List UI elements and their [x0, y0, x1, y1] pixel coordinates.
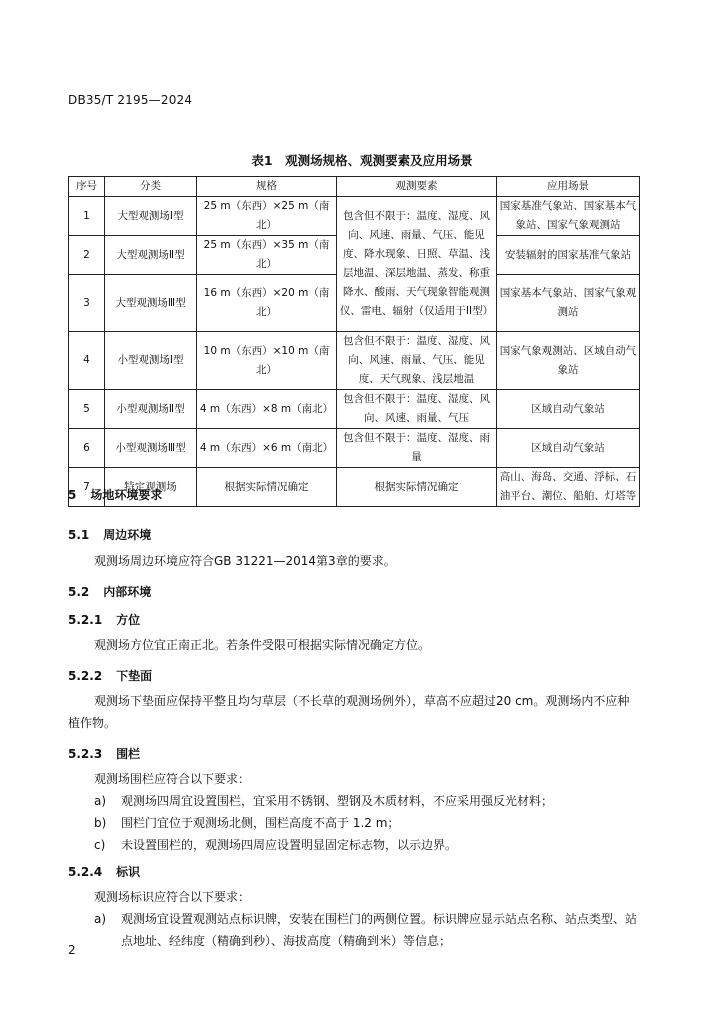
cell-spec: 10 m（东西）×10 m（南北） — [197, 332, 337, 390]
table-row — [69, 390, 640, 429]
section-title: 下垫面 — [116, 669, 153, 683]
section-5-2-1-heading — [68, 611, 140, 628]
section-title: 内部环境 — [103, 585, 152, 599]
cell-category: 特定观测场 — [105, 468, 197, 507]
section-title: 场地环境要求 — [90, 488, 163, 502]
list-item-label: c) — [94, 838, 106, 852]
list-item — [94, 790, 640, 812]
list-item-label: a) — [94, 912, 107, 926]
cell-spec: 4 m（东西）×6 m（南北） — [197, 429, 337, 468]
document-code: DB35/T 2195—2024 — [68, 93, 193, 107]
section-5-2-2-heading — [68, 667, 152, 684]
list-item-text: 围栏门宜位于观测场北侧，围栏高度不高于 1.2 m； — [121, 816, 400, 830]
col-header-category: 分类 — [105, 177, 197, 197]
cell-scene: 区域自动气象站 — [497, 390, 640, 429]
cell-elements: 根据实际情况确定 — [337, 468, 497, 507]
cell-scene: 国家基准气象站、国家基本气象站、国家气象观测站 — [497, 197, 640, 236]
cell-no: 7 — [69, 468, 105, 507]
section-title: 周边环境 — [103, 528, 152, 542]
section-5-2-4-heading — [68, 863, 140, 880]
section-number: 5.2 — [68, 585, 90, 599]
list-item-label: a) — [94, 794, 107, 808]
list-item-text: 未设置围栏的，观测场四周应设置明显固定标志物，以示边界。 — [121, 838, 458, 852]
section-5-2-3-heading — [68, 745, 140, 762]
spec-table — [68, 176, 640, 507]
list-item-text: 观测场宜设置观测站点标识牌，安装在围栏门的两侧位置。标识牌应显示站点名称、站点类型、站点地址、经纬度（精确到秒）、海拔高度（精确到米）等信息； — [121, 912, 638, 948]
cell-spec: 25 m（东西）×35 m（南北） — [197, 236, 337, 275]
col-header-no: 序号 — [69, 177, 105, 197]
cell-category: 小型观测场Ⅰ型 — [105, 332, 197, 390]
list-item — [94, 834, 640, 856]
page-number: 2 — [68, 943, 76, 957]
section-5-1-text: 观测场周边环境应符合GB 31221—2014第3章的要求。 — [94, 554, 396, 568]
cell-category: 小型观测场Ⅱ型 — [105, 390, 197, 429]
cell-category: 小型观测场Ⅲ型 — [105, 429, 197, 468]
col-header-spec: 规格 — [197, 177, 337, 197]
cell-category: 大型观测场Ⅰ型 — [105, 197, 197, 236]
section-5-2-4-text: 观测场标识应符合以下要求： — [94, 890, 251, 904]
cell-spec: 25 m（东西）×25 m（南北） — [197, 197, 337, 236]
section-5-2-heading — [68, 583, 151, 600]
cell-spec: 16 m（东西）×20 m（南北） — [197, 275, 337, 332]
cell-no: 1 — [69, 197, 105, 236]
section-5-2-2-text: 观测场下垫面应保持平整且均匀草层（不长草的观测场例外），草高不应超过20 cm。观测场内不应种植作物。 — [68, 694, 630, 730]
cell-scene: 国家基本气象站、国家气象观测站 — [497, 275, 640, 332]
cell-elements: 包含但不限于：温度、湿度、风向、风速、雨量、气压、能见度、天气现象、浅层地温 — [337, 332, 497, 390]
cell-category: 大型观测场Ⅱ型 — [105, 236, 197, 275]
cell-scene: 国家气象观测站、区域自动气象站 — [497, 332, 640, 390]
table-row — [69, 429, 640, 468]
col-header-scene: 应用场景 — [497, 177, 640, 197]
section-5-1-heading — [68, 526, 151, 543]
section-title: 围栏 — [116, 747, 141, 761]
list-item — [94, 908, 640, 952]
col-header-elements: 观测要素 — [337, 177, 497, 197]
section-number: 5.2.4 — [68, 865, 103, 879]
cell-no: 3 — [69, 275, 105, 332]
section-title: 方位 — [116, 613, 141, 627]
list-item — [94, 812, 640, 834]
section-number: 5.2.1 — [68, 613, 103, 627]
cell-scene: 高山、海岛、交通、浮标、石油平台、潮位、船舶、灯塔等 — [497, 468, 640, 507]
cell-spec: 根据实际情况确定 — [197, 468, 337, 507]
cell-scene: 区域自动气象站 — [497, 429, 640, 468]
section-number: 5 — [68, 488, 77, 502]
cell-scene: 安装辐射的国家基准气象站 — [497, 236, 640, 275]
cell-elements-merged: 包含但不限于：温度、湿度、风向、风速、雨量、气压、能见度、降水现象、日照、草温、浅层地温、深层地温、蒸发、称重降水、酸雨、天气现象智能观测仪、雷电、辐射（仅适用于II型） — [337, 197, 497, 332]
section-number: 5.1 — [68, 528, 90, 542]
table-row — [69, 197, 640, 236]
cell-no: 4 — [69, 332, 105, 390]
section-number: 5.2.2 — [68, 669, 103, 683]
section-5-heading — [68, 486, 162, 503]
list-item-label: b) — [94, 816, 107, 830]
section-5-2-3-text: 观测场围栏应符合以下要求： — [94, 772, 251, 786]
table-row — [69, 332, 640, 390]
section-5-2-1-text: 观测场方位宜正南正北。若条件受限可根据实际情况确定方位。 — [94, 638, 431, 652]
table-caption: 表1 观测场规格、观测要素及应用场景 — [251, 153, 473, 168]
cell-no: 6 — [69, 429, 105, 468]
cell-category: 大型观测场Ⅲ型 — [105, 275, 197, 332]
table-header-row — [69, 177, 640, 197]
cell-no: 5 — [69, 390, 105, 429]
cell-no: 2 — [69, 236, 105, 275]
cell-spec: 4 m（东西）×8 m（南北） — [197, 390, 337, 429]
section-title: 标识 — [116, 865, 141, 879]
section-number: 5.2.3 — [68, 747, 103, 761]
cell-elements: 包含但不限于：温度、湿度、风向、风速、雨量、气压 — [337, 390, 497, 429]
cell-elements: 包含但不限于：温度、湿度、雨量 — [337, 429, 497, 468]
list-item-text: 观测场四周宜设置围栏，宜采用不锈钢、塑钢及木质材料，不应采用强反光材料； — [121, 794, 554, 808]
